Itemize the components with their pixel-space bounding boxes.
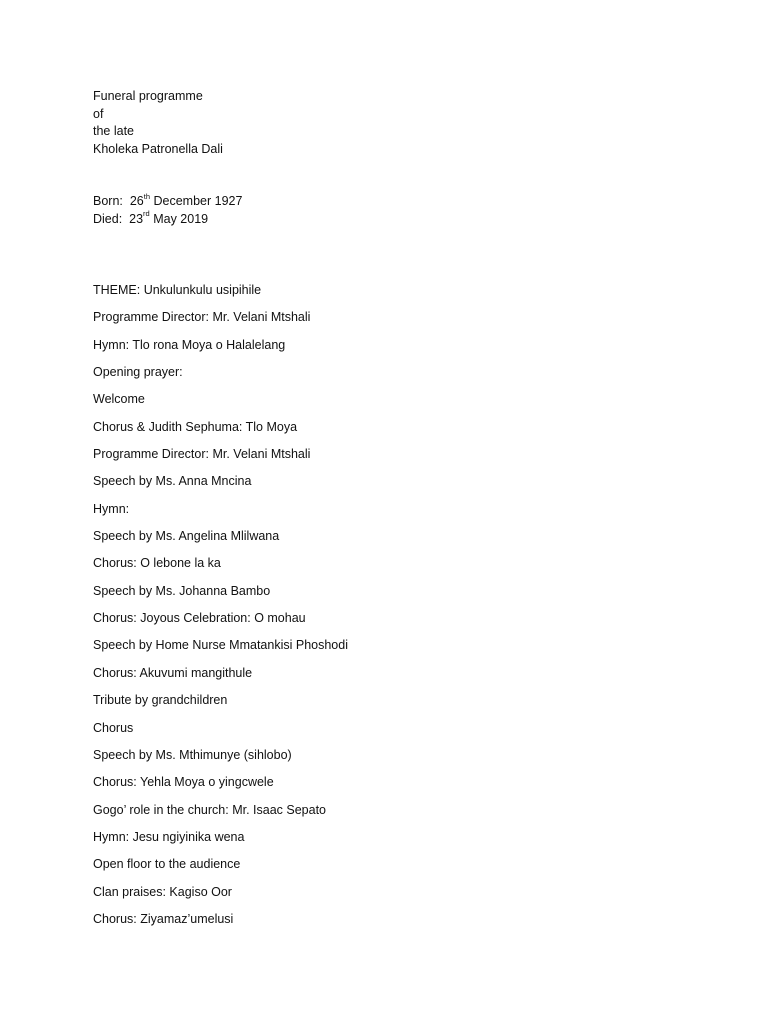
- title-line: of: [93, 106, 104, 121]
- died-label: Died:: [93, 211, 123, 226]
- programme-item: Speech by Ms. Anna Mncina: [93, 474, 252, 489]
- born-rest: December 1927: [153, 194, 243, 208]
- born-day: 26: [129, 194, 144, 208]
- programme-item: Chorus: [93, 720, 134, 735]
- programme-item: Opening prayer:: [93, 365, 183, 380]
- title-line: Funeral programme: [93, 89, 203, 103]
- life-dates: [93, 193, 242, 228]
- programme-item: Speech by Ms. Mthimunye (sihlobo): [93, 747, 292, 762]
- programme-item: Chorus: Joyous Celebration: O mohau: [93, 611, 306, 626]
- programme-item: Hymn: Jesu ngiyinika wena: [93, 829, 245, 844]
- programme-item: Programme Director: Mr. Velani Mtshali: [93, 447, 311, 462]
- programme-item: Chorus: Ziyamaz’umelusi: [93, 911, 234, 926]
- programme-item: Clan praises: Kagiso Oor: [93, 884, 232, 899]
- programme-item: Hymn: Tlo rona Moya o Halalelang: [93, 337, 286, 352]
- born-label: Born:: [93, 194, 123, 208]
- programme-item: Gogo’ role in the church: Mr. Isaac Sepato: [93, 802, 326, 817]
- title-line: the late: [93, 124, 135, 138]
- programme-item: Chorus: O lebone la ka: [93, 556, 221, 571]
- deceased-name: Kholeka Patronella Dali: [93, 141, 223, 156]
- programme-item: Chorus & Judith Sephuma: Tlo Moya: [93, 419, 298, 434]
- programme-list: [93, 283, 348, 939]
- died-day-suffix: rd: [143, 209, 150, 219]
- died-date: [93, 211, 242, 229]
- born-date: [93, 193, 242, 211]
- programme-item: Welcome: [93, 392, 145, 407]
- programme-item: Open floor to the audience: [93, 857, 241, 872]
- programme-title: [93, 88, 223, 158]
- programme-item: THEME: Unkulunkulu usipihile: [93, 283, 262, 297]
- programme-item: Speech by Home Nurse Mmatankisi Phoshodi: [93, 638, 348, 653]
- programme-item: Programme Director: Mr. Velani Mtshali: [93, 310, 311, 325]
- programme-item: Chorus: Yehla Moya o yingcwele: [93, 775, 274, 790]
- programme-item: Speech by Ms. Johanna Bambo: [93, 583, 271, 598]
- programme-item: Hymn:: [93, 501, 130, 516]
- programme-item: Tribute by grandchildren: [93, 693, 228, 708]
- programme-item: Chorus: Akuvumi mangithule: [93, 665, 253, 680]
- programme-item: Speech by Ms. Angelina Mlilwana: [93, 529, 280, 544]
- died-day: 23: [129, 211, 144, 226]
- born-day-suffix: th: [143, 191, 151, 201]
- died-rest: May 2019: [153, 211, 209, 226]
